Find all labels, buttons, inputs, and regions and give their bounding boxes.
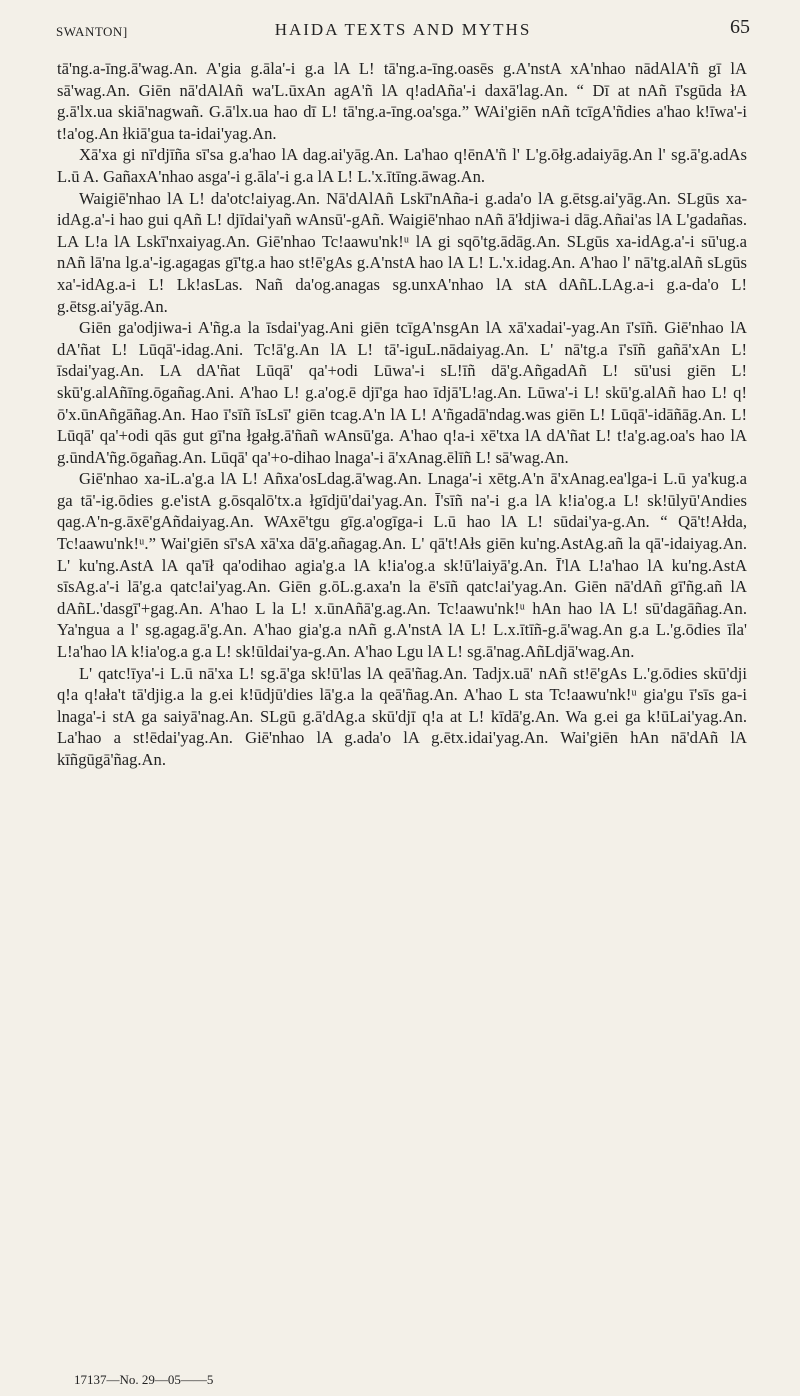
page-header [56,16,750,46]
running-head-author: SWANTON] [56,24,128,39]
paragraph: Giēn ga'odjiwa-i A'ñg.a la īsdai'yag.Ani giēn tcīgA'nsgAn lA xā'xadai'-yag.An ī'sīñ. Giē'nhao lA dA'ñat L! Lūqā'-idag.Ani. Tc!ā'g.An lA L! tā'-iguL.nādaiyag.An. L' nā'tg.a ī'sīñ gañā'xAn L! īsdai'yag.An. LA dA'ñat Lūqā' qa'+odi Lūwa'-i sL!īñ dā'g.AñgadAñ L! sū'usi giēn L! skū'g.alAñīng.ōgañag.Ani. A'hao L! g.a'og.ē djī'ga hao īdjā'L!ag.An. Lūwa'-i L! skū'g.alAñ hao L! q!ō'x.ūnAñgāñag.An. Hao ī'sīñ īsLsī' giēn tcag.A'n lA L! A'ñgadā'ndag.was giēn L! Lūqā'-idāñāg.An. L! Lūqā' qa'+odi qās gut gī'na łgałg.ā'ñañ wAnsū'ga. A'hao q!a-i xē'txa lA dA'ñat L! t!a'g.ag.oa's hao lA g.ūndA'ñg.ōgañag.An. Lūqā' qa'+o-dihao lnaga'-i ā'xAnag.ēlīñ L! sā'wag.An. [57,318,747,467]
body-text [57,58,747,771]
paragraph: Xā'xa gi nī'djīña sī'sa g.a'hao lA dag.ai'yāg.An. La'hao q!ēnA'ñ l' L'g.ōłg.adaiyāg.An l' sg.ā'g.adAs L.ū A. GañaxA'nhao asga'-i g.āla'-i g.a lA L! L.'x.ītīng.āwag.An. [57,145,747,186]
paragraph: L' qatc!īya'-i L.ū nā'xa L! sg.ā'ga sk!ū'las lA qeā'ñag.An. Tadjx.uā' nAñ st!ē'gAs L.'g.ōdies skū'dji q!a q!ała't tā'djig.a la g.ei k!ūdjū'dies lā'g.a la qeā'ñag.An. A'hao L sta Tc!aawu'nk!ᵘ gia'gu ī'sīs ga-i lnaga'-i stA ga saiyā'nag.An. SLgū g.ā'dAg.a skū'djī q!a at L! kīdā'g.An. Wa g.ei ga k!ūLai'yag.An. La'hao a st!ēdai'yag.An. Giē'nhao lA g.ada'o lA g.ētx.idai'yag.An. Wai'giēn hAn nā'dAñ lA kīñgūgā'ñag.An. [57,663,747,769]
running-head-title: HAIDA TEXTS AND MYTHS [274,20,532,39]
paragraph: Waigiē'nhao lA L! da'otc!aiyag.An. Nā'dAlAñ Lskī'nAña-i g.ada'o lA g.ētsg.ai'yāg.An. SLgūs xa-idAg.a'-i hao gui qAñ L! djīdai'yañ wAnsū'-gAñ. Waigiē'nhao nAñ ā'łdjiwa-i dāg.Añai'as lA L'gadañas. LA L!a lA Lskī'nxaiyag.An. Giē'nhao Tc!aawu'nk!ᵘ lA gi sqō'tg.ādāg.An. SLgūs xa-idAg.a'-i sū'ug.a nAñ lā'na lg.a'-ig.agagas gī'tg.a hao st!ē'gAs g.A'nstA hao lA L! L.'x.idag.An. A'hao l' nā'tg.alAñ sLgūs xa'-idAg.a-i L! Lk!asLas. Nañ da'og.anagas sg.unxA'nhao lA stA dAñL.LAg.a-i g.a-da'o L! g.ētsg.ai'yāg.An. [57,188,747,316]
paragraph: Giē'nhao xa-iL.a'g.a lA L! Añxa'osLdag.ā'wag.An. Lnaga'-i xētg.A'n ā'xAnag.ea'lga-i L.ū ya'kug.a ga tā'-ig.ōdies g.e'istA g.ōsqalō'tx.a łgīdjū'dai'yag.An. Ī'sīñ na'-i g.a lA k!ia'og.a L! sk!ūlyū'Andies qag.A'n-g.āxē'gAñdaiyag.An. WAxē'tgu gīg.a'ogīga-i L.ū hao lA L! sūdai'ya-g.An. “ Qā't!Ałda, Tc!aawu'nk!ᵘ.” Wai'giēn sī'sA xā'xa dā'g.añagag.An. L' qā't!Ałs giēn ku'ng.AstAg.añ la qā'-idaiyag.An. L' ku'ng.AstA lA qa'īł qa'odihao agia'g.a lA k!ia'og.a sk!ū'laiyā'g.An. Ī'lA L!a'hao lA ku'ng.AstA sīsAg.a'-i lā'g.a qatc!ai'yag.An. Giēn g.ōL.g.axa'n la ē'sīñ qatc!ai'yag.An. Giēn nā'dAñ gī'ñg.añ lA dAñL.'dasgī'+gag.An. A'hao L la L! x.ūnAñā'g.ag.An. Tc!aawu'nk!ᵘ hAn hao lA L! sū'dagāñag.An. Ya'ngua a l' sg.agag.ā'g.An. A'hao gia'g.a nAñ g.A'nstA lA L! L.x.ītīñ-g.ā'wag.An g.a L.'g.ōdies īla' L!a'hao lA k!ia'og.a g.a L! sk!ūldai'ya-g.An. A'hao Lgu lA L! sg.ā'nag.AñLdjā'wag.An. [57,469,747,662]
signature-mark: 17137—No. 29—05——5 [74,1372,214,1387]
page-number: 65 [730,16,750,38]
paragraph: tā'ng.a-īng.ā'wag.An. A'gia g.āla'-i g.a lA L! tā'ng.a-īng.oasēs g.A'nstA xA'nhao nādAlA'ñ gī lA sā'wag.An. Giēn nā'dAlAñ wa'L.ūxAn agA'ñ lA q!adAña'-i daxā'lag.An. “ Dī at nAñ ī'sgūda łA g.ā'lx.ua skiā'nagwañ. G.ā'lx.ua hao dī L! tā'ng.a-īng.oa'sga.” WAi'giēn nAñ tcīgA'ñdies a'hao k!īwa'-i t!a'og.An łkiā'gua ta-idai'yag.An. [57,59,747,143]
